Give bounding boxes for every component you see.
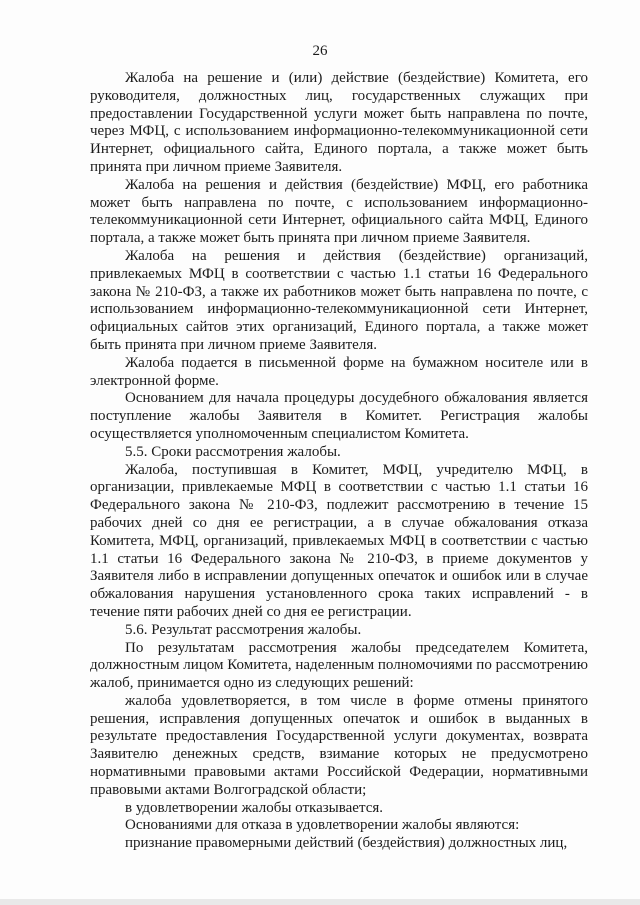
- paragraph-complaint-satisfied: жалоба удовлетворяется, в том числе в форме отмены принятого решения, исправления допущенных опечаток и ошибок в выданных в результате предоставления Государственной услуги документах, возврата Заявителю денежных средств, взимание которых не предусмотрено нормативными правовыми актами Российской Федерации, нормативными правовыми актами Волгоградской области;: [90, 692, 588, 798]
- paragraph-complaint-organizations: Жалоба на решения и действия (бездействие) организаций, привлекаемых МФЦ в соответствии с частью 1.1 статьи 16 Федерального закона № 210-ФЗ, а также их работников может быть направлена по почте, с использованием информационно-телекоммуникационной сети Интернет, официальных сайтов этих организаций, Единого портала, а также может быть принята при личном приеме Заявителя.: [90, 247, 588, 353]
- paragraph-refusal-ground-1: признание правомерными действий (бездействия) должностных лиц,: [125, 835, 568, 852]
- paragraph-complaint-mfc: Жалоба на решения и действия (бездействие) МФЦ, его работника может быть направлена по почте, с использованием информационно-телекоммуникационной сети Интернет, официального сайта МФЦ, Единого портала, а также может быть принята при личном приеме Заявителя.: [90, 176, 588, 247]
- scan-edge: [0, 899, 640, 905]
- paragraph-complaint-refused: в удовлетворении жалобы отказывается.: [125, 799, 383, 816]
- section-heading-5-6: 5.6. Результат рассмотрения жалобы.: [125, 621, 362, 638]
- body-text: [90, 70, 588, 853]
- paragraph-refusal-grounds: Основаниями для отказа в удовлетворении жалобы являются:: [125, 817, 520, 834]
- paragraph-review-result: По результатам рассмотрения жалобы председателем Комитета, должностным лицом Комитета, наделенным полномочиями по рассмотрению жалоб, принимается одно из следующих решений:: [90, 639, 588, 692]
- paragraph-review-terms: Жалоба, поступившая в Комитет, МФЦ, учредителю МФЦ, в организации, привлекаемые МФЦ в соответствии с частью 1.1 статьи 16 Федерального закона № 210-ФЗ, подлежит рассмотрению в течение 15 рабочих дней со дня ее регистрации, а в случае обжалования отказа Комитета, МФЦ, организаций, привлекаемых МФЦ в соответствии с частью 1.1 статьи 16 Федерального закона № 210-ФЗ, в приеме документов у Заявителя либо в исправлении допущенных опечаток и ошибок или в случае обжалования нарушения установленного срока таких исправлений - в течение пяти рабочих дней со дня ее регистрации.: [90, 461, 588, 620]
- paragraph-procedure-basis: Основанием для начала процедуры досудебного обжалования является поступление жалобы Заявителя в Комитет. Регистрация жалобы осуществляется уполномоченным специалистом Комитета.: [90, 390, 588, 442]
- section-heading-5-5: 5.5. Сроки рассмотрения жалобы.: [125, 443, 341, 460]
- paragraph-complaint-form: Жалоба подается в письменной форме на бумажном носителе или в электронной форме.: [90, 354, 588, 389]
- page-number: 26: [312, 43, 328, 59]
- paragraph-complaint-committee: Жалоба на решение и (или) действие (бездействие) Комитета, его руководителя, должностных лиц, государственных служащих при предоставлении Государственной услуги может быть направлена по почте, через МФЦ, с использованием информационно-телекоммуникационной сети Интернет, официального сайта, Единого портала, а также может быть принята при личном приеме Заявителя.: [90, 70, 588, 175]
